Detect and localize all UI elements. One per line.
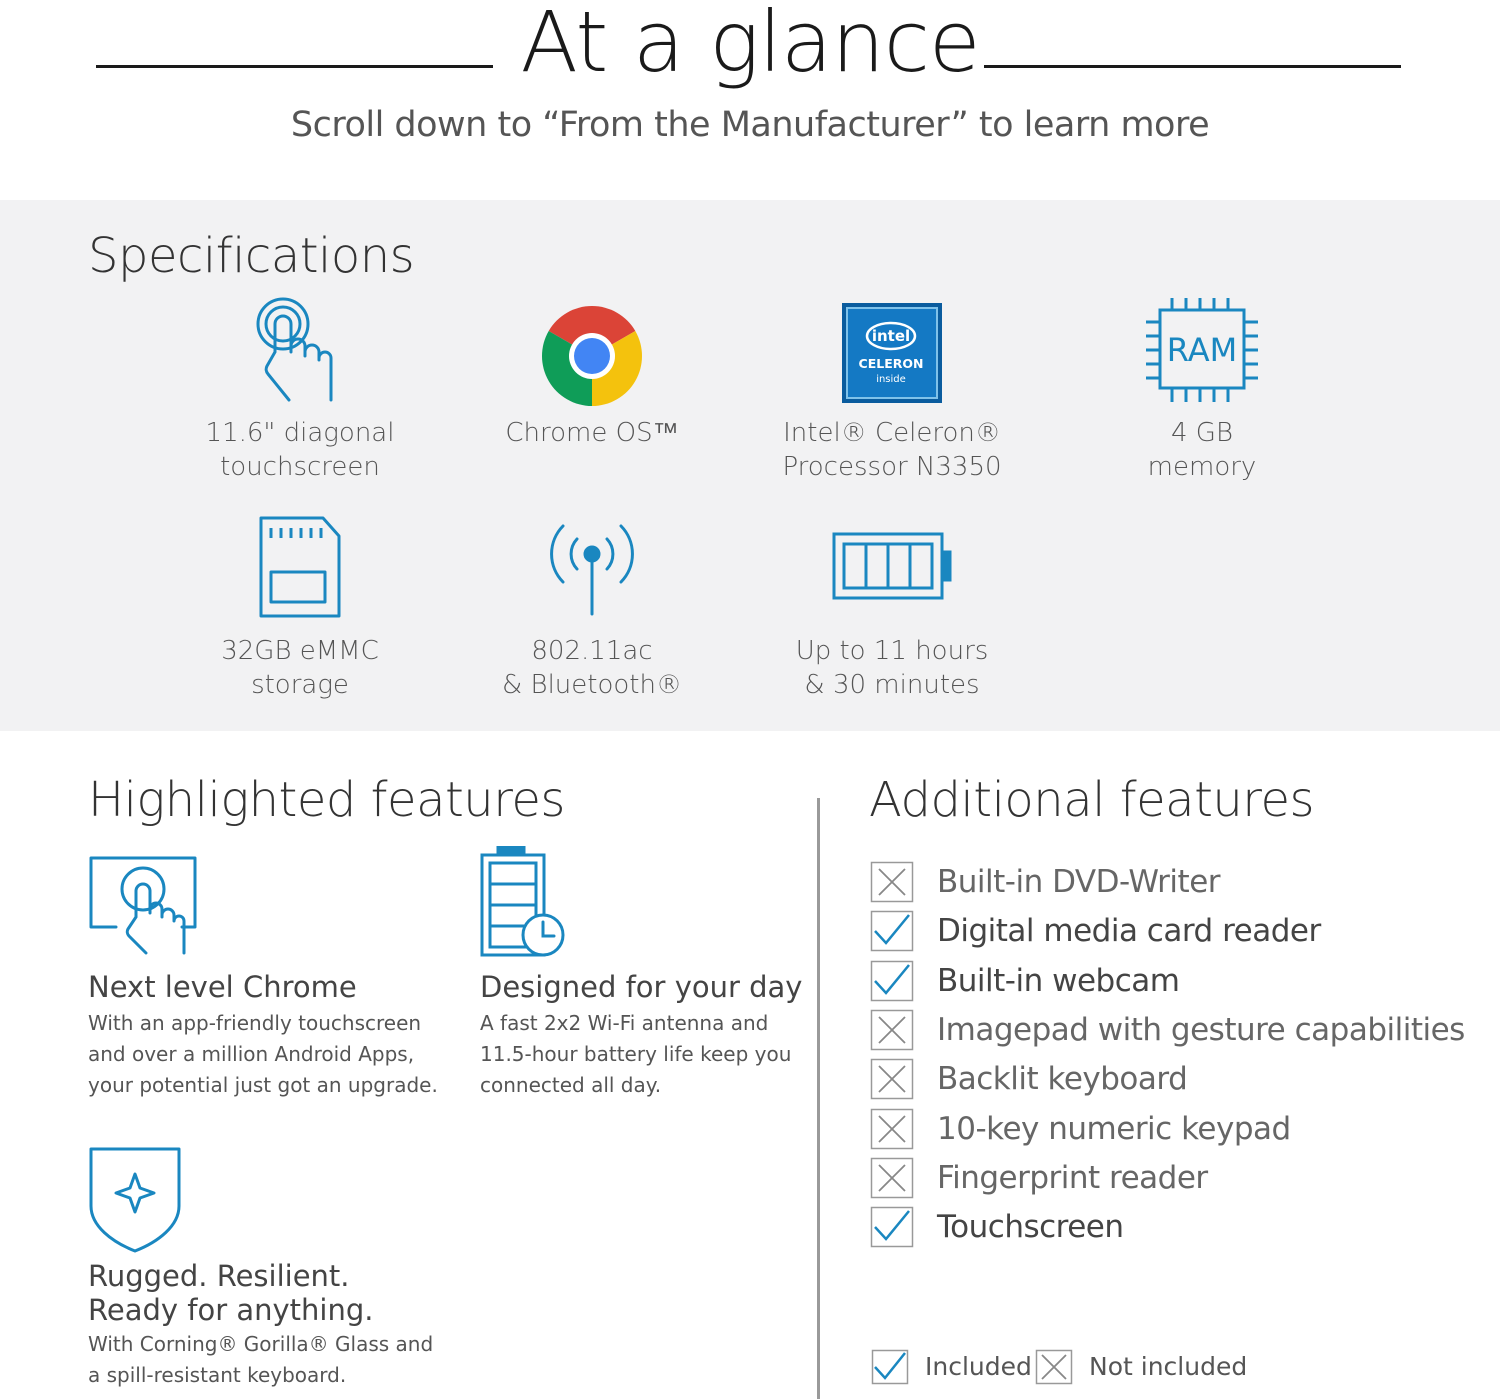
spec-label: 4 GB memory (1147, 418, 1257, 482)
cross-icon (870, 1058, 914, 1100)
page-title: At a glance (520, 0, 980, 91)
additional-feature-item (870, 1058, 1490, 1100)
additional-feature-label: Backlit keyboard (937, 1061, 1188, 1097)
spec-label: Up to 11 hours & 30 minutes (795, 636, 989, 700)
additional-feature-item (870, 1108, 1490, 1150)
badge-model-text: CELERON (858, 356, 924, 371)
chrome-logo-icon (432, 306, 752, 406)
cross-icon (870, 1009, 914, 1051)
additional-feature-label: Digital media card reader (937, 913, 1321, 949)
additional-features-title: Additional features (869, 772, 1315, 828)
section-divider (817, 798, 820, 1399)
feature-heading: Rugged. Resilient. Ready for anything. (88, 1259, 374, 1327)
additional-feature-item (870, 960, 1490, 1002)
page-subtitle: Scroll down to “From the Manufacturer” to learn more (290, 105, 1210, 145)
touchscreen-hand-icon (88, 855, 200, 961)
additional-feature-label: Built-in DVD-Writer (937, 864, 1221, 900)
shield-icon (88, 1146, 182, 1258)
specifications-title: Specifications (88, 228, 415, 284)
check-icon (870, 960, 914, 1002)
ram-chip-icon (1042, 296, 1362, 406)
battery-clock-icon (480, 846, 568, 962)
additional-feature-item (870, 1157, 1490, 1199)
additional-feature-label: Fingerprint reader (937, 1160, 1208, 1196)
additional-feature-label: Touchscreen (937, 1209, 1124, 1245)
additional-feature-item (870, 910, 1490, 952)
feature-description: With Corning® Gorilla® Glass and a spill-resistant keyboard. (88, 1332, 434, 1387)
additional-feature-item (870, 1009, 1490, 1051)
highlighted-features-title: Highlighted features (88, 772, 565, 828)
check-icon (870, 1206, 914, 1248)
badge-brand-text: intel (871, 327, 911, 345)
spec-label: 802.11ac & Bluetooth® (502, 636, 682, 700)
spec-label: 32GB eMMC storage (221, 636, 379, 700)
legend-not-included-label: Not included (1089, 1352, 1248, 1381)
chip-text: RAM (1166, 331, 1238, 369)
cross-icon (870, 1157, 914, 1199)
additional-feature-label: Built-in webcam (937, 963, 1180, 999)
cross-icon (1035, 1349, 1073, 1385)
sd-card-icon (140, 514, 460, 620)
additional-feature-label: Imagepad with gesture capabilities (937, 1012, 1465, 1048)
feature-heading: Next level Chrome (88, 970, 357, 1004)
battery-icon (732, 530, 1052, 602)
additional-feature-item (870, 861, 1490, 903)
spec-label: Chrome OS™ (505, 418, 679, 448)
additional-feature-label: 10-key numeric keypad (937, 1111, 1291, 1147)
badge-inside-text: inside (876, 374, 906, 385)
check-icon (871, 1349, 909, 1385)
spec-label: Intel® Celeron® Processor N3350 (782, 418, 1002, 482)
legend-included-label: Included (925, 1352, 1032, 1381)
spec-label: 11.6" diagonal touchscreen (205, 418, 395, 482)
cross-icon (870, 1108, 914, 1150)
feature-description: A fast 2x2 Wi-Fi antenna and 11.5-hour battery life keep you connected all day. (480, 1011, 792, 1097)
check-icon (870, 910, 914, 952)
feature-heading: Designed for your day (480, 970, 803, 1004)
touch-hand-icon (140, 296, 460, 404)
wifi-antenna-icon (432, 514, 752, 618)
additional-feature-item (870, 1206, 1490, 1248)
intel-celeron-badge-icon (732, 302, 1052, 404)
cross-icon (870, 861, 914, 903)
feature-description: With an app-friendly touchscreen and over a million Android Apps, your potential just got an upgrade. (88, 1011, 438, 1097)
